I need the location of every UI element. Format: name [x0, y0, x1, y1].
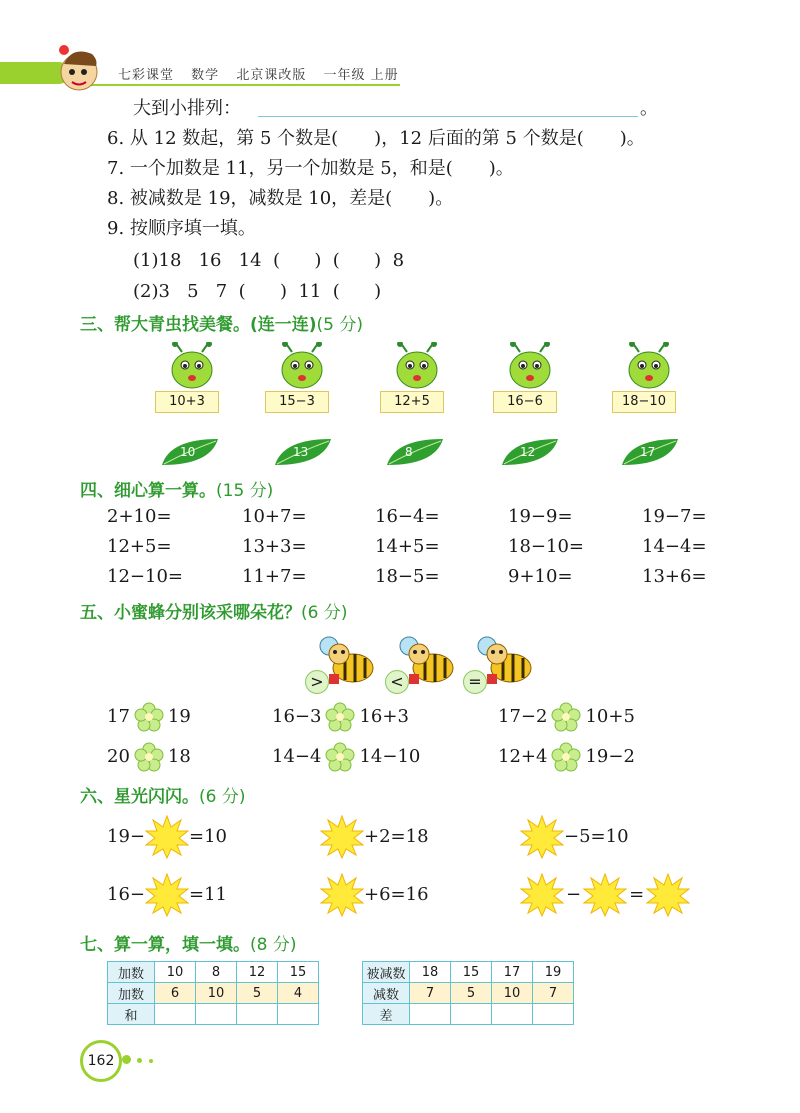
leaf-icon: [385, 437, 445, 467]
leaf-answer[interactable]: [500, 437, 560, 467]
star-problem: − =: [520, 872, 690, 918]
section-4-title: 四、细心算一算。(15 分): [80, 481, 274, 501]
calc-problem: 14−4=: [642, 536, 707, 557]
star-burst-icon[interactable]: [520, 815, 564, 859]
calc-problem: 14+5=: [375, 536, 440, 557]
leaf-answer[interactable]: [385, 437, 445, 467]
section-5-title: 五、小蜜蜂分别该采哪朵花？(6 分): [80, 603, 348, 623]
calc-problem: 11+7=: [242, 566, 307, 587]
caterpillar-expression: 10+3: [155, 391, 219, 413]
caterpillar-expression: 18−10: [612, 391, 676, 413]
question-6: 6. 从 12 数起，第 5 个数是( )，12 后面的第 5 个数是( )。: [107, 128, 645, 149]
star-problem: +6=16: [320, 872, 429, 918]
header-line: [70, 84, 400, 86]
q5-tail-text: 大到小排列：: [133, 98, 241, 119]
mascot-icon: [52, 40, 106, 94]
q5-end: 。: [640, 98, 658, 119]
calc-problem: 12−10=: [107, 566, 183, 587]
star-burst-icon[interactable]: [520, 873, 564, 917]
compare-item[interactable]: [107, 702, 191, 732]
compare-right: 19−2: [585, 746, 635, 767]
dot-decoration: [149, 1059, 153, 1063]
section-3-title: 三、帮大青虫找美餐。(连一连)(5 分): [80, 315, 364, 335]
leaf-number: 8: [405, 445, 413, 459]
compare-right: 18: [167, 746, 191, 767]
star-problem: +2=18: [320, 814, 429, 860]
compare-item[interactable]: [272, 702, 409, 732]
question-9: 9. 按顺序填一填。: [107, 218, 256, 239]
calc-problem: 18−5=: [375, 566, 440, 587]
caterpillar-expression: 16−6: [493, 391, 557, 413]
sign-bubble: <: [385, 670, 409, 694]
compare-item[interactable]: [498, 702, 635, 732]
caterpillar-expression: 15−3: [265, 391, 329, 413]
answer-line: [258, 116, 638, 117]
compare-right: 10+5: [585, 706, 635, 727]
compare-left: 20: [107, 746, 130, 767]
calc-problem: 19−9=: [508, 506, 573, 527]
leaf-number: 10: [180, 445, 196, 459]
compare-left: 17−2: [498, 706, 548, 727]
header-edition: 北京课改版: [236, 68, 307, 83]
caterpillar-expression: 12+5: [380, 391, 444, 413]
compare-right: 14−10: [359, 746, 421, 767]
calc-problem: 10+7=: [242, 506, 307, 527]
header-grade: 一年级 上册: [323, 68, 399, 83]
question-7: 7. 一个加数是 11，另一个加数是 5，和是( )。: [107, 158, 514, 179]
calc-problem: 16−4=: [375, 506, 440, 527]
dot-decoration: [122, 1055, 131, 1064]
compare-left: 16−3: [272, 706, 322, 727]
compare-left: 17: [107, 706, 130, 727]
star-burst-icon[interactable]: [145, 873, 189, 917]
compare-item[interactable]: [272, 742, 420, 772]
section-6-title: 六、星光闪闪。(6 分): [80, 787, 246, 807]
leaf-number: 17: [640, 445, 656, 459]
calc-problem: 12+5=: [107, 536, 172, 557]
star-problem: 19− =10: [107, 814, 227, 860]
q5-tail: [133, 94, 241, 124]
star-problem: −5=10: [520, 814, 629, 860]
page-number: 162: [80, 1040, 122, 1082]
leaf-number: 12: [520, 445, 536, 459]
star-problem: 16− =11: [107, 872, 227, 918]
compare-right: 16+3: [359, 706, 409, 727]
header-text: [118, 64, 411, 83]
header-brand: 七彩课堂: [118, 68, 175, 83]
compare-item[interactable]: [107, 742, 191, 772]
flower-icon: [551, 742, 581, 772]
subtraction-table: 被减数 18 15 17 19 减数 7 5 10 7 差: [362, 961, 574, 1025]
sign-bubble: >: [305, 670, 329, 694]
section-7-title: 七、算一算，填一填。(8 分): [80, 935, 297, 955]
leaf-answer[interactable]: [160, 437, 220, 467]
calc-problem: 19−7=: [642, 506, 707, 527]
compare-left: 14−4: [272, 746, 322, 767]
addition-table: 加数 10 8 12 15 加数 6 10 5 4 和: [107, 961, 319, 1025]
compare-right: 19: [167, 706, 191, 727]
flower-icon: [325, 702, 355, 732]
calc-problem: 9+10=: [508, 566, 573, 587]
header-subject: 数学: [191, 68, 220, 83]
question-9-line1: (1)18 16 14 ( ) ( ) 8: [133, 250, 405, 271]
star-burst-icon[interactable]: [320, 873, 364, 917]
star-burst-icon[interactable]: [646, 873, 690, 917]
star-burst-icon[interactable]: [583, 873, 627, 917]
flower-icon: [325, 742, 355, 772]
leaf-number: 13: [293, 445, 309, 459]
calc-problem: 13+6=: [642, 566, 707, 587]
calc-problem: 2+10=: [107, 506, 172, 527]
question-8: 8. 被减数是 19，减数是 10，差是( )。: [107, 188, 454, 209]
flower-icon: [551, 702, 581, 732]
sign-bubble: =: [463, 670, 487, 694]
calc-problem: 18−10=: [508, 536, 584, 557]
star-burst-icon[interactable]: [145, 815, 189, 859]
calc-problem: 13+3=: [242, 536, 307, 557]
dot-decoration: [137, 1058, 142, 1063]
question-9-line2: (2)3 5 7 ( ) 11 ( ): [133, 281, 382, 302]
compare-left: 12+4: [498, 746, 548, 767]
leaf-answer[interactable]: [273, 437, 333, 467]
leaf-answer[interactable]: [620, 437, 680, 467]
flower-icon: [134, 702, 164, 732]
flower-icon: [134, 742, 164, 772]
star-burst-icon[interactable]: [320, 815, 364, 859]
compare-item[interactable]: [498, 742, 635, 772]
